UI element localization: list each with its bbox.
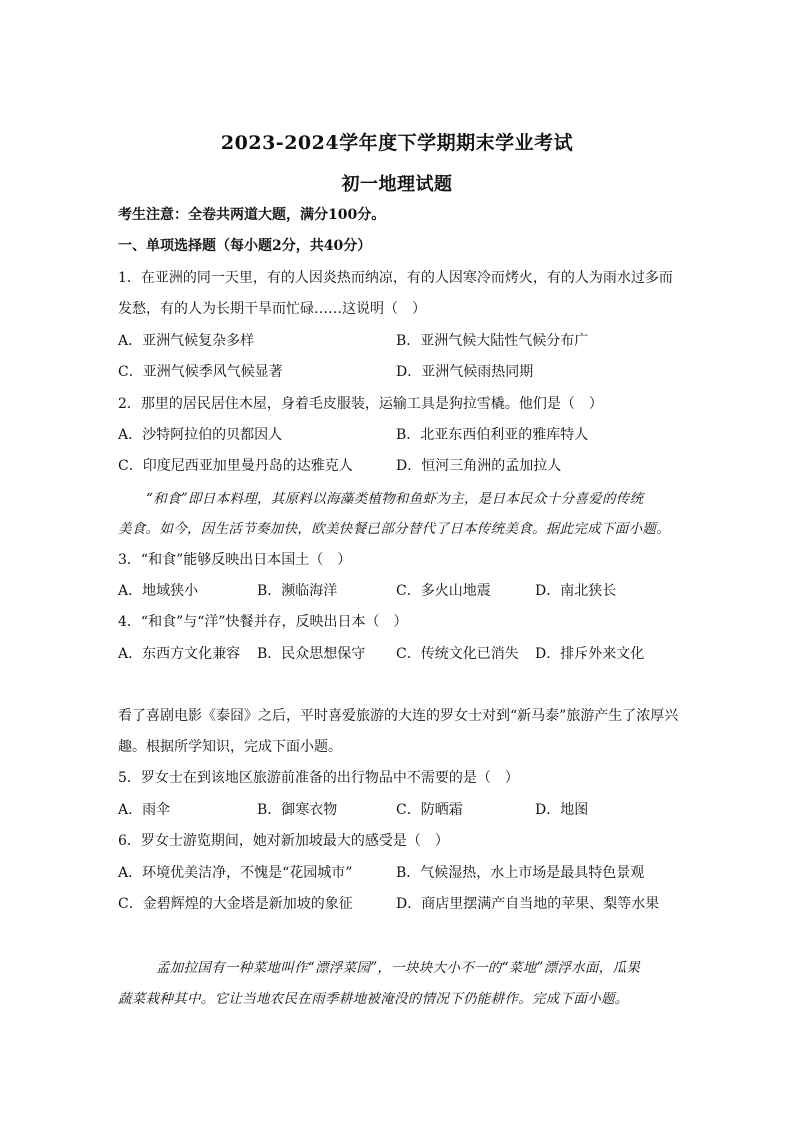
question-4-stem: 4．“和食”与“洋”快餐并存，反映出日本（ ） bbox=[118, 614, 408, 630]
question-6-option-d: D．商店里摆满产自当地的苹果、梨等水果 bbox=[396, 896, 660, 912]
question-5-option-d: D．地图 bbox=[535, 802, 589, 818]
question-6-option-c: C．金碧辉煌的大金塔是新加坡的象征 bbox=[118, 896, 353, 912]
question-3-option-c: C．多火山地震 bbox=[396, 583, 491, 599]
exam-subtitle: 初一地理试题 bbox=[341, 174, 453, 195]
question-1-option-b: B．亚洲气候大陆性气候分布广 bbox=[396, 333, 589, 349]
question-4-option-d: D．排斥外来文化 bbox=[535, 646, 645, 662]
passage-1-line1: “和食”即日本料理，其原料以海藻类植物和鱼虾为主，是日本民众十分喜爱的传统 bbox=[146, 491, 644, 507]
question-6-stem: 6．罗女士游览期间，她对新加坡最大的感受是（ ） bbox=[118, 833, 449, 849]
question-2-option-c: C．印度尼西亚加里曼丹岛的达雅克人 bbox=[118, 458, 353, 474]
question-6-option-a: A．环境优美洁净，不愧是“花园城市” bbox=[118, 865, 353, 881]
passage-3-line1: 孟加拉国有一种菜地叫作“漂浮菜园”，一块块大小不一的“菜地”漂浮水面，瓜果 bbox=[156, 960, 641, 976]
question-2-option-b: B．北亚东西伯利亚的雅库特人 bbox=[396, 427, 589, 443]
section-heading: 一、单项选择题（每小题2分，共40分） bbox=[118, 238, 372, 254]
question-2-option-d: D．恒河三角洲的孟加拉人 bbox=[396, 458, 562, 474]
question-1-option-a: A．亚洲气候复杂多样 bbox=[118, 333, 255, 349]
question-5-option-a: A．雨伞 bbox=[118, 802, 171, 818]
question-1-stem-line2: 发愁，有的人为长期干旱而忙碌……这说明（ ） bbox=[118, 301, 426, 317]
question-1-stem-line1: 1．在亚洲的同一天里，有的人因炎热而纳凉，有的人因寒冷而烤火，有的人为雨水过多而 bbox=[118, 270, 673, 286]
exam-title: 2023-2024学年度下学期期末学业考试 bbox=[220, 132, 574, 154]
question-2-option-a: A．沙特阿拉伯的贝都因人 bbox=[118, 427, 283, 443]
question-3-stem: 3．“和食”能够反映出日本国土（ ） bbox=[118, 552, 352, 568]
question-3-option-a: A．地域狭小 bbox=[118, 583, 199, 599]
question-6-option-b: B．气候湿热，水上市场是最具特色景观 bbox=[396, 865, 645, 881]
passage-1-line2: 美食。如今，因生活节奏加快，欧美快餐已部分替代了日本传统美食。据此完成下面小题。 bbox=[118, 521, 670, 537]
question-4-option-b: B．民众思想保守 bbox=[257, 646, 366, 662]
question-2-stem: 2．那里的居民居住木屋，身着毛皮服装，运输工具是狗拉雪橇。他们是（ ） bbox=[118, 396, 603, 412]
passage-2-line1: 看了喜剧电影《泰囧》之后，平时喜爱旅游的大连的罗女士对到“新马泰”旅游产生了浓厚兴 bbox=[118, 708, 679, 724]
question-5-option-b: B．御寒衣物 bbox=[257, 802, 338, 818]
question-1-option-d: D．亚洲气候雨热同期 bbox=[396, 364, 534, 380]
question-4-option-c: C．传统文化已消失 bbox=[396, 646, 519, 662]
question-5-stem: 5．罗女士在到该地区旅游前准备的出行物品中不需要的是（ ） bbox=[118, 770, 519, 786]
passage-2-line2: 趣。根据所学知识，完成下面小题。 bbox=[118, 739, 342, 755]
question-5-option-c: C．防晒霜 bbox=[396, 802, 463, 818]
question-4-option-a: A．东西方文化兼容 bbox=[118, 646, 241, 662]
exam-notice: 考生注意：全卷共两道大题，满分100分。 bbox=[118, 207, 386, 223]
question-3-option-b: B．濒临海洋 bbox=[257, 583, 338, 599]
question-1-option-c: C．亚洲气候季风气候显著 bbox=[118, 364, 283, 380]
passage-3-line2: 蔬菜栽种其中。它让当地农民在雨季耕地被淹没的情况下仍能耕作。完成下面小题。 bbox=[118, 991, 629, 1007]
question-3-option-d: D．南北狭长 bbox=[535, 583, 617, 599]
